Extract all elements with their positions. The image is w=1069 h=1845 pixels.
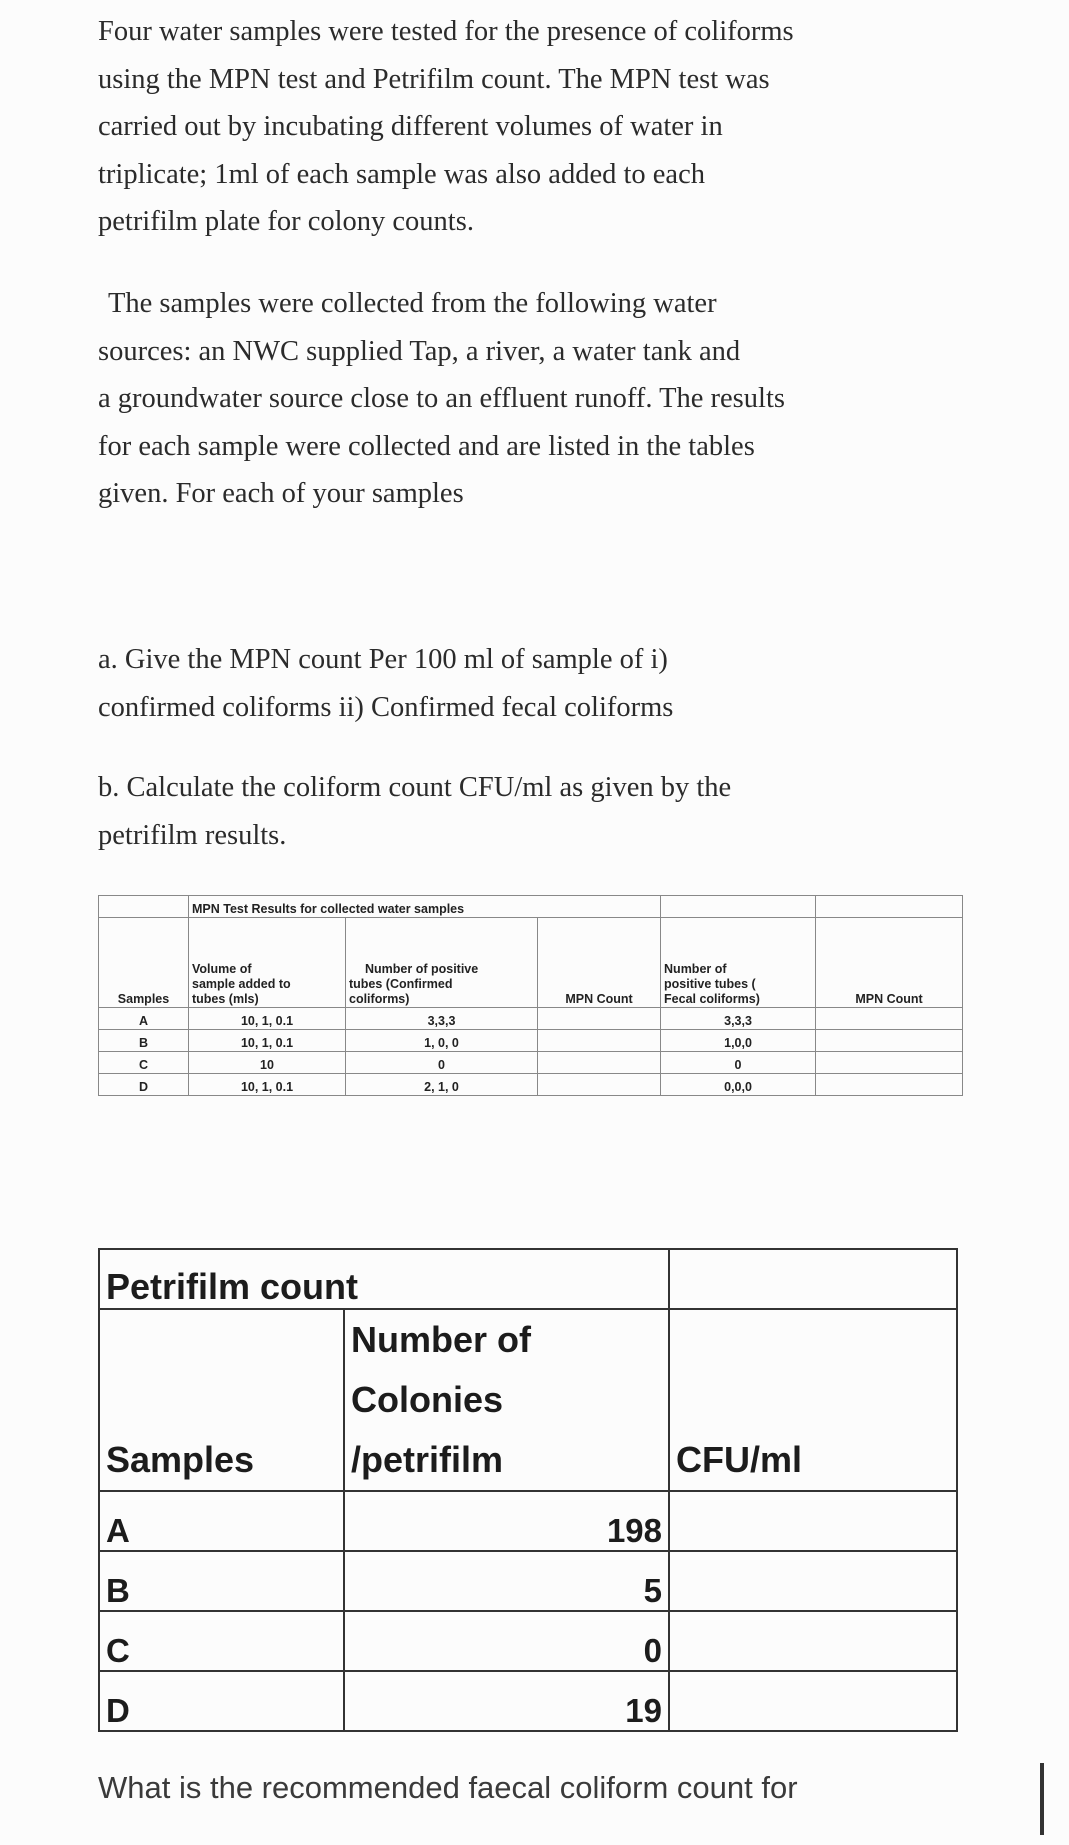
fecal-cell: 0 <box>661 1052 816 1074</box>
cfu-cell <box>669 1611 957 1671</box>
question-a <box>98 636 673 731</box>
sample-id: D <box>99 1074 189 1096</box>
mpn-header-mpn-count-fecal: MPN Count <box>816 918 963 1008</box>
positive-cell: 1, 0, 0 <box>346 1030 538 1052</box>
table-row <box>99 1074 963 1096</box>
mpn-table-title: MPN Test Results for collected water samples <box>189 896 661 918</box>
mpn-header-positive: Number of positive tubes (Confirmed coliforms) <box>346 918 538 1008</box>
sample-id: B <box>99 1551 344 1611</box>
question-a-line: a. Give the MPN count Per 100 ml of sample of i) <box>98 644 668 675</box>
sample-id: D <box>99 1671 344 1731</box>
sources-paragraph <box>98 280 785 518</box>
petrifilm-title-row <box>99 1249 957 1309</box>
table-row <box>99 1491 957 1551</box>
mpn-count-fecal-cell <box>816 1074 963 1096</box>
bottom-question: What is the recommended faecal coliform count for <box>98 1770 798 1805</box>
volume-cell: 10, 1, 0.1 <box>189 1030 346 1052</box>
mpn-count-fecal-cell <box>816 1008 963 1030</box>
volume-cell: 10, 1, 0.1 <box>189 1008 346 1030</box>
volume-cell: 10, 1, 0.1 <box>189 1074 346 1096</box>
sample-id: B <box>99 1030 189 1052</box>
intro-line: carried out by incubating different volumes of water in <box>98 111 723 142</box>
sample-id: C <box>99 1611 344 1671</box>
mpn-header-mpn-count: MPN Count <box>538 918 661 1008</box>
mpn-title-row <box>99 896 963 918</box>
fecal-cell: 3,3,3 <box>661 1008 816 1030</box>
table-row <box>99 1671 957 1731</box>
colonies-cell: 198 <box>344 1491 669 1551</box>
sample-id: A <box>99 1008 189 1030</box>
mpn-header-row <box>99 918 963 1008</box>
sources-line: for each sample were collected and are listed in the tables <box>98 430 755 462</box>
mpn-count-fecal-cell <box>816 1052 963 1074</box>
positive-cell: 0 <box>346 1052 538 1074</box>
sources-line: a groundwater source close to an effluent runoff. The results <box>98 383 785 414</box>
table-row <box>99 1030 963 1052</box>
question-b-line: petrifilm results. <box>98 819 287 851</box>
petrifilm-table-title: Petrifilm count <box>99 1249 669 1309</box>
intro-line: triplicate; 1ml of each sample was also added to each <box>98 158 705 190</box>
colonies-cell: 19 <box>344 1671 669 1731</box>
mpn-count-cell <box>538 1052 661 1074</box>
fecal-cell: 0,0,0 <box>661 1074 816 1096</box>
table-row <box>99 1008 963 1030</box>
cfu-cell <box>669 1491 957 1551</box>
table-row <box>99 1551 957 1611</box>
cfu-cell <box>669 1551 957 1611</box>
petrifilm-header-cfu: CFU/ml <box>669 1309 957 1491</box>
positive-cell: 2, 1, 0 <box>346 1074 538 1096</box>
intro-line: petrifilm plate for colony counts. <box>98 206 474 237</box>
question-b-line: b. Calculate the coliform count CFU/ml as given by the <box>98 772 732 803</box>
cfu-cell <box>669 1671 957 1731</box>
intro-line: Four water samples were tested for the presence of coliforms <box>98 16 794 47</box>
petrifilm-header-row <box>99 1309 957 1491</box>
table-row <box>99 1611 957 1671</box>
mpn-count-fecal-cell <box>816 1030 963 1052</box>
intro-paragraph <box>98 8 794 246</box>
intro-line: using the MPN test and Petrifilm count. The MPN test was <box>98 63 770 95</box>
volume-cell: 10 <box>189 1052 346 1074</box>
mpn-header-samples: Samples <box>99 918 189 1008</box>
table-row <box>99 1052 963 1074</box>
mpn-count-cell <box>538 1030 661 1052</box>
mpn-results-table <box>98 895 963 1096</box>
petrifilm-header-colonies: Number of Colonies /petrifilm <box>344 1309 669 1491</box>
positive-cell: 3,3,3 <box>346 1008 538 1030</box>
petrifilm-header-samples: Samples <box>99 1309 344 1491</box>
mpn-count-cell <box>538 1074 661 1096</box>
petrifilm-count-table <box>98 1248 958 1732</box>
question-a-line: confirmed coliforms ii) Confirmed fecal coliforms <box>98 691 674 723</box>
sources-line: The samples were collected from the following water <box>108 288 717 319</box>
question-b <box>98 764 731 859</box>
text-cursor <box>1040 1763 1044 1835</box>
mpn-header-fecal: Number of positive tubes ( Fecal coliforms) <box>661 918 816 1008</box>
colonies-cell: 5 <box>344 1551 669 1611</box>
sample-id: A <box>99 1491 344 1551</box>
colonies-cell: 0 <box>344 1611 669 1671</box>
mpn-header-volume: Volume of sample added to tubes (mls) <box>189 918 346 1008</box>
sources-line: given. For each of your samples <box>98 478 464 509</box>
mpn-count-cell <box>538 1008 661 1030</box>
sample-id: C <box>99 1052 189 1074</box>
sources-line: sources: an NWC supplied Tap, a river, a water tank and <box>98 335 741 367</box>
fecal-cell: 1,0,0 <box>661 1030 816 1052</box>
